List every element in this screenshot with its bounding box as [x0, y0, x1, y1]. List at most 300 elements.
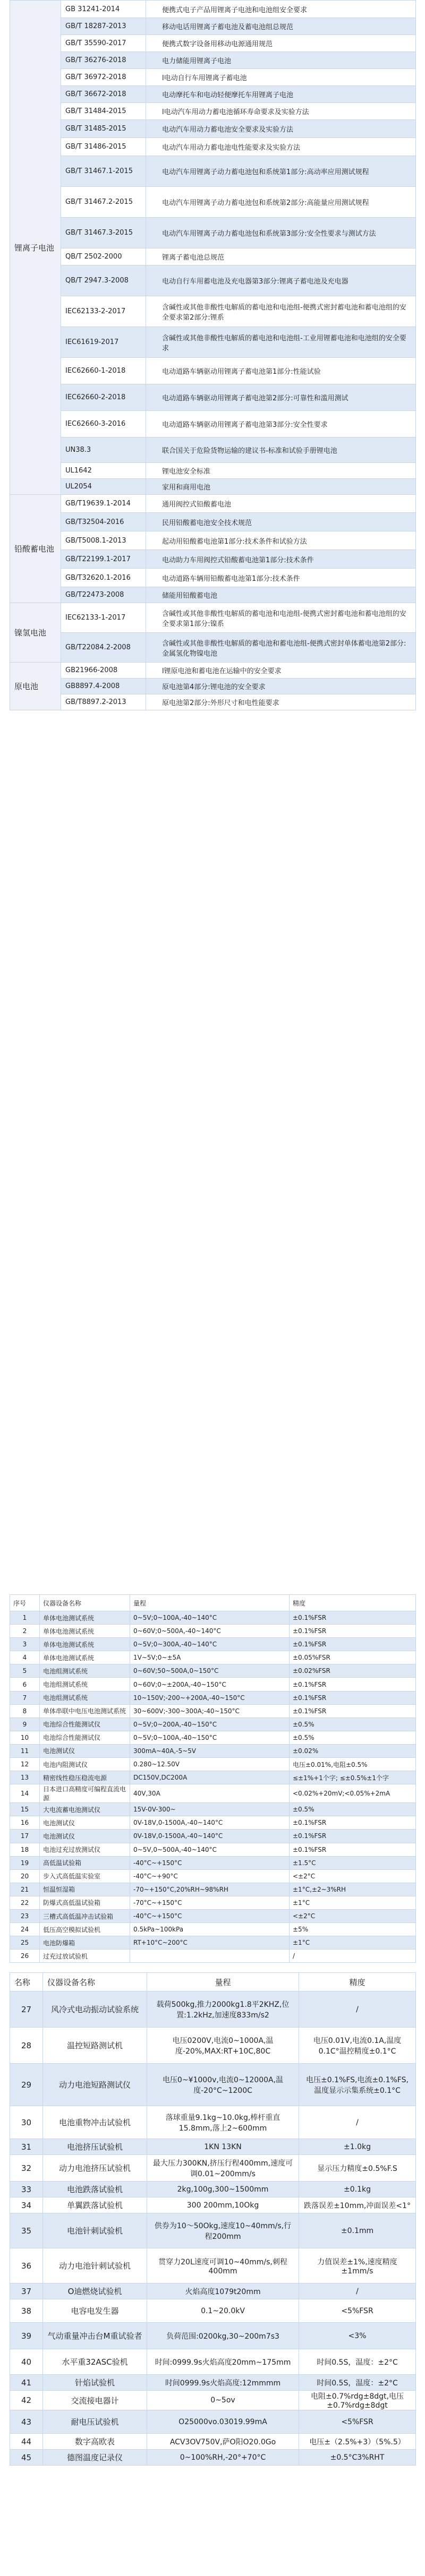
equipment-name: 德图温度记录仪 — [43, 2450, 147, 2466]
row-number: 15 — [10, 1803, 40, 1816]
equipment-row — [10, 2248, 416, 2283]
equipment-accuracy: <3% — [299, 2323, 416, 2349]
standard-row — [10, 663, 416, 679]
standard-code: IEC62133-2-2017 — [61, 296, 146, 327]
equipment-row — [10, 2197, 416, 2213]
instrument-row — [10, 1883, 416, 1896]
header-accuracy: 精度 — [290, 1595, 416, 1611]
instrument-range: -40°C~+150°C — [130, 1909, 290, 1922]
row-number: 39 — [10, 2323, 43, 2349]
instrument-accuracy: ±1°C,±2~3%RH — [290, 1883, 416, 1896]
row-number: 14 — [10, 1784, 40, 1803]
equipment-row — [10, 2213, 416, 2248]
equipment-name: 耐电压试验机 — [43, 2410, 147, 2434]
equipment-accuracy: 电压±（2.5%+3）（5%.5） — [299, 2434, 416, 2450]
equipment-range: 时间0999.9s火焰高度:12mmmm — [147, 2375, 299, 2391]
standard-row — [10, 437, 416, 463]
row-number: 9 — [10, 1718, 40, 1731]
equipment-range: 电压0~¥1000v,电流0~12000A,温度-20°C~1200C — [147, 2064, 299, 2106]
instrument-row — [10, 1744, 416, 1757]
row-number: 41 — [10, 2375, 43, 2391]
instrument-row — [10, 1784, 416, 1803]
instrument-accuracy: ±0.1%FSR — [290, 1691, 416, 1704]
instrument-name: 单体电池测试系统 — [40, 1638, 130, 1651]
standard-code: GB8897.4-2008 — [61, 679, 146, 694]
instrument-name: 电池测试仪 — [40, 1830, 130, 1843]
instrument-name: 精密线性稳压稳流电源 — [40, 1771, 130, 1784]
row-number: 10 — [10, 1731, 40, 1744]
row-number: 24 — [10, 1923, 40, 1936]
standard-row — [10, 384, 416, 411]
equipment-row — [10, 2349, 416, 2375]
equipment-row — [10, 2155, 416, 2182]
instrument-row — [10, 1771, 416, 1784]
equipment-range: 时间:0999.9s火焰高度20mm~175mm — [147, 2349, 299, 2375]
equipment-name: 电池挤压试验机 — [43, 2139, 147, 2155]
equipment-accuracy: 时间0.5S，温度：±2°C — [299, 2349, 416, 2375]
equipment-name: 动力电池挤压试验机 — [43, 2155, 147, 2182]
instrument-accuracy: ±0.02% — [290, 1744, 416, 1757]
row-number: 31 — [10, 2139, 43, 2155]
standard-name: 储能用铅酸蓄电池 — [146, 587, 416, 603]
standard-code: GB/T32504-2016 — [61, 513, 146, 531]
standard-row — [10, 569, 416, 587]
instrument-range: 0~60V;0~±200A,-40~150°C — [130, 1678, 290, 1691]
standard-name: 电力储能用锂离子电池 — [146, 52, 416, 69]
equipment-row — [10, 2450, 416, 2466]
instrument-range: -40°C~+90°C — [130, 1869, 290, 1883]
standard-row — [10, 156, 416, 187]
equipment-range: 贯穿力20L速度可调10~40mm/s,刺程400mm — [147, 2248, 299, 2283]
standard-name: 含碱性或其他非酸性电解质的蓄电池和电池组-便携式密封蓄电池和蓄电池组的安全要求第2部分:锂系 — [146, 296, 416, 327]
row-number: 42 — [10, 2391, 43, 2410]
standard-name: 便携式数字设备用移动电源通用规范 — [146, 35, 416, 52]
instrument-accuracy: 电压±0.01%,电阻±0.5% — [290, 1758, 416, 1771]
standard-code: GB/T 36672-2018 — [61, 86, 146, 103]
standard-name: 含碱性或其他非酸性电解质的蓄电池和蓄电池组-便携式密封单体蓄电池第2部分:金属氢化物镍电池 — [146, 633, 416, 663]
instrument-name: 电池过充过放测试仪 — [40, 1843, 130, 1856]
standard-row — [10, 218, 416, 248]
instrument-row — [10, 1638, 416, 1651]
standard-row — [10, 35, 416, 52]
instrument-name: 过充过放试验机 — [40, 1950, 130, 1963]
instrument-range: -40°C~+150°C — [130, 1856, 290, 1869]
equipment-name: 电池重物冲击试验机 — [43, 2106, 147, 2139]
row-number: 7 — [10, 1691, 40, 1704]
standard-code: QB/T 2947.3-2008 — [61, 265, 146, 296]
standard-name: 民用铅酸蓄电池安全技术规范 — [146, 513, 416, 531]
equipment-accuracy: <5%FSR — [299, 2410, 416, 2434]
instrument-accuracy: ±1°C — [290, 1896, 416, 1909]
equipment-accuracy: <5%FSR — [299, 2299, 416, 2323]
standard-code: UL1642 — [61, 463, 146, 479]
instrument-row — [10, 1651, 416, 1664]
instrument-row — [10, 1691, 416, 1704]
equipment-accuracy: 显示压力精度±0.5%F.S — [299, 2155, 416, 2182]
standard-code: GB/T 36276-2018 — [61, 52, 146, 69]
standard-code: IEC62133-1-2017 — [61, 603, 146, 633]
standard-row — [10, 138, 416, 156]
standard-code: GB/T 18287-2013 — [61, 18, 146, 35]
row-number: 44 — [10, 2434, 43, 2450]
equipment-range: 0.1~20.0kV — [147, 2299, 299, 2323]
row-number: 23 — [10, 1909, 40, 1922]
instrument-accuracy: ±0.5% — [290, 1718, 416, 1731]
row-number: 11 — [10, 1744, 40, 1757]
standard-name: 电动道路车辆驱动用锂离子蓄电池第3部分:安全性要求 — [146, 411, 416, 437]
standard-row — [10, 694, 416, 710]
standard-row — [10, 358, 416, 384]
standard-name: 电动道路车辆驱动用锂离子蓄电池第2部分:可靠性和滥用测试 — [146, 384, 416, 411]
standard-code: GB/T 31485-2015 — [61, 120, 146, 138]
row-number: 34 — [10, 2197, 43, 2213]
instrument-range: -70~+150°C,20%RH~98%RH — [130, 1883, 290, 1896]
instrument-name: 低压高空模拟试验机 — [40, 1923, 130, 1936]
instruments-header-row — [10, 1595, 416, 1611]
equipment-range: 落球重量9.1kg~10.0kg,棒杆重直15.8mm,落上2~600mm — [147, 2106, 299, 2139]
standard-code: GB/T22084.2-2008 — [61, 633, 146, 663]
standard-row — [10, 52, 416, 69]
instrument-accuracy: ±0.05%FSR — [290, 1651, 416, 1664]
instrument-row — [10, 1936, 416, 1950]
instrument-range: 10~150V;-200~+200A,-40~150°C — [130, 1691, 290, 1704]
row-number: 17 — [10, 1830, 40, 1843]
instrument-name: 单体电池测试系统 — [40, 1625, 130, 1638]
instrument-row — [10, 1856, 416, 1869]
equipment-row — [10, 2375, 416, 2391]
equipment-row — [10, 2064, 416, 2106]
instrument-accuracy: ±0.1%FSR — [290, 1830, 416, 1843]
instrument-range: 0~5V;0~100A,-40~150°C — [130, 1731, 290, 1744]
standards-table — [10, 0, 416, 710]
row-number: 2 — [10, 1625, 40, 1638]
standard-code: GB/T 31467.3-2015 — [61, 218, 146, 248]
instrument-range: 0.280~12.50V — [130, 1758, 290, 1771]
equipment-range: 0~5ov — [147, 2391, 299, 2410]
standard-row — [10, 531, 416, 550]
instrument-range: -70°C~+150°C — [130, 1896, 290, 1909]
instrument-range: RT+10°C~200°C — [130, 1936, 290, 1950]
instrument-name: 电池内阻测试仪 — [40, 1758, 130, 1771]
row-number: 5 — [10, 1664, 40, 1678]
instrument-range: 30~600V;-300~300A;-40~150°C — [130, 1704, 290, 1718]
row-number: 33 — [10, 2182, 43, 2197]
standard-row — [10, 187, 416, 218]
header-accuracy: 精度 — [299, 1973, 416, 1991]
header-name: 仪器设备名称 — [40, 1595, 130, 1611]
equipment-row — [10, 2139, 416, 2155]
row-number: 43 — [10, 2410, 43, 2434]
standard-name: 电动摩托车和电动轻便摩托车用锂离子电池 — [146, 86, 416, 103]
equipment-name: 动力电池短路测试仪 — [43, 2064, 147, 2106]
equipment-accuracy: / — [299, 2106, 416, 2139]
standard-code: UL2054 — [61, 479, 146, 495]
instrument-row — [10, 1816, 416, 1830]
standard-code: GB/T 36972-2018 — [61, 69, 146, 86]
standard-row — [10, 587, 416, 603]
row-number: 45 — [10, 2450, 43, 2466]
instrument-range: 0V-18V,0-1500A,-40~140°C — [130, 1816, 290, 1830]
equipment-name: 电池针刺试验机 — [43, 2213, 147, 2248]
row-number: 20 — [10, 1869, 40, 1883]
instrument-range — [130, 1950, 290, 1963]
instrument-accuracy: ±0.1%FSR — [290, 1816, 416, 1830]
equipment-name: 气动重量冲击台M重试验者 — [43, 2323, 147, 2349]
standard-name: 电动自行车用蓄电池及充电器第3部分:锂离子蓄电池及充电器 — [146, 265, 416, 296]
equipment-accuracy: 时间0.5S，温度：±2°C — [299, 2375, 416, 2391]
standard-name: 锂离子蓄电池总规范 — [146, 248, 416, 265]
row-number: 21 — [10, 1883, 40, 1896]
row-number: 1 — [10, 1611, 40, 1625]
equipment-row — [10, 2299, 416, 2323]
equipment-row — [10, 2323, 416, 2349]
standard-name: 含碱性或其他非酸性电解质的蓄电池和电池组-工业用锂蓄电池和电池组的安全要求 — [146, 327, 416, 358]
instrument-name: 电池综合性能测试仪 — [40, 1731, 130, 1744]
standard-name: 原电池第4部分:锂电池的安全要求 — [146, 679, 416, 694]
standard-code: GB/T 31467.2-2015 — [61, 187, 146, 218]
instrument-row — [10, 1843, 416, 1856]
standard-name: 原电池第2部分:外形尺寸和电性能要求 — [146, 694, 416, 710]
row-number: 28 — [10, 2028, 43, 2064]
category-cell: 铅酸蓄电池 — [10, 495, 61, 603]
instrument-name: 电池测试仪 — [40, 1816, 130, 1830]
equipment-range: O25000vo.03019.99mA — [147, 2410, 299, 2434]
instrument-row — [10, 1830, 416, 1843]
standard-name: 电动汽车用动力蓄电池电性能要求及实验方法 — [146, 138, 416, 156]
row-number: 22 — [10, 1896, 40, 1909]
standard-row — [10, 248, 416, 265]
standard-name: 起动用铅酸蓄电池第1部分:技术条件和试验方法 — [146, 531, 416, 550]
standard-name: 便携式电子产品用锂离子电池和电池组安全要求 — [146, 1, 416, 18]
equipment-name: 电容电发生器 — [43, 2299, 147, 2323]
instrument-range: 300mA~40A,-5~5V — [130, 1744, 290, 1757]
equipment-accuracy: 电压±0.1%FS,电流±0.1%FS,温度显示示集系统±0.1°C — [299, 2064, 416, 2106]
standard-code: GB/T8897.2-2013 — [61, 694, 146, 710]
equipment-range: 300 200mm,10Okg — [147, 2197, 299, 2213]
equipment-range: 火焰高度1079t20mm — [147, 2283, 299, 2299]
standard-row — [10, 296, 416, 327]
standard-code: GB/T 31484-2015 — [61, 103, 146, 120]
header-range: 量程 — [130, 1595, 290, 1611]
row-number: 19 — [10, 1856, 40, 1869]
equipment-range: 最大压力300KN,挤压行程400mm,速度可调0.01~200mm/s — [147, 2155, 299, 2182]
instrument-row — [10, 1758, 416, 1771]
standard-row — [10, 495, 416, 513]
standard-code: IEC61619-2017 — [61, 327, 146, 358]
equipment-range: 2kg,100g,300~1500mm — [147, 2182, 299, 2197]
standard-row — [10, 18, 416, 35]
standard-code: GB/T22473-2008 — [61, 587, 146, 603]
instrument-name: 电池防爆箱 — [40, 1936, 130, 1950]
standard-code: GB/T 31486-2015 — [61, 138, 146, 156]
standard-row — [10, 86, 416, 103]
standard-name: 联合国关于危险货物运输的建议书-标准和试验手册锂电池 — [146, 437, 416, 463]
instrument-name: 大电流蓄电池测试仪 — [40, 1803, 130, 1816]
equipment-name: 交流接电器计 — [43, 2391, 147, 2410]
equipment-accuracy: 跌落误差±10mm,冲面误差<1° — [299, 2197, 416, 2213]
instruments-table — [10, 1594, 416, 1963]
standard-code: GB/T 31467.1-2015 — [61, 156, 146, 187]
equipment-accuracy: / — [299, 2283, 416, 2299]
standard-code: IEC62660-3-2016 — [61, 411, 146, 437]
equipment-row — [10, 2106, 416, 2139]
instrument-accuracy: <0.02%+20mV;<0.05%+2mA — [290, 1784, 416, 1803]
standard-row — [10, 120, 416, 138]
standard-code: GB 31241-2014 — [61, 1, 146, 18]
header-no: 名称 — [10, 1973, 43, 1991]
equipment-name: 电池跌落试验机 — [43, 2182, 147, 2197]
standard-row — [10, 265, 416, 296]
standard-row — [10, 463, 416, 479]
instrument-name: 单体串联中电压电池测试系统 — [40, 1704, 130, 1718]
standard-code: GB/T 35590-2017 — [61, 35, 146, 52]
instrument-accuracy: ±0.1%FSR — [290, 1611, 416, 1625]
row-number: 30 — [10, 2106, 43, 2139]
standard-name: 电动道路车辆驱动用锂离子蓄电池第1部分:性能试验 — [146, 358, 416, 384]
equipment-header-row — [10, 1973, 416, 1991]
instrument-range: 40V,30A — [130, 1784, 290, 1803]
instrument-accuracy: ≤±1%+1个字; ≤±0.5%±1个字 — [290, 1771, 416, 1784]
equipment-range: 电压0200V,电流0~1000A,温度-20%,MAX:RT+10C,80C — [147, 2028, 299, 2064]
row-number: 18 — [10, 1843, 40, 1856]
equipment-accuracy: ±0.5°C3%RHT — [299, 2450, 416, 2466]
instrument-row — [10, 1664, 416, 1678]
standard-row — [10, 479, 416, 495]
instrument-accuracy: ±0.1%FSR — [290, 1704, 416, 1718]
standard-row — [10, 411, 416, 437]
row-number: 25 — [10, 1936, 40, 1950]
instrument-row — [10, 1625, 416, 1638]
equipment-accuracy: 电压0.01V,电流0.1A,温度0.1C°温控精度±0.1°C — [299, 2028, 416, 2064]
instrument-accuracy: ±0.1%FSR — [290, 1843, 416, 1856]
equipment-accuracy: 电阻±0.7%rdg±8dgt,电压±0.7%rdg±8dgt — [299, 2391, 416, 2410]
instrument-row — [10, 1869, 416, 1883]
standard-row — [10, 103, 416, 120]
instrument-accuracy: <±2°C — [290, 1909, 416, 1922]
equipment-row — [10, 2028, 416, 2064]
standard-code: GB/T22199.1-2017 — [61, 550, 146, 569]
instrument-accuracy: ±0.1%FSR — [290, 1625, 416, 1638]
equipment-row — [10, 2391, 416, 2410]
standard-code: IEC62660-2-2018 — [61, 384, 146, 411]
instrument-accuracy: ±0.1%FSR — [290, 1678, 416, 1691]
row-number: 37 — [10, 2283, 43, 2299]
category-cell: 镍氢电池 — [10, 603, 61, 663]
equipment-name: 温控短路测试机 — [43, 2028, 147, 2064]
row-number: 40 — [10, 2349, 43, 2375]
instrument-range: 0~5V,0~500A,-40~140°C — [130, 1843, 290, 1856]
instrument-range: DC150V,DC200A — [130, 1771, 290, 1784]
instrument-accuracy: ±0.1%FSR — [290, 1638, 416, 1651]
equipment-row — [10, 2182, 416, 2197]
equipment-name: 单翼跌落试验机 — [43, 2197, 147, 2213]
standard-code: QB/T 2502-2000 — [61, 248, 146, 265]
equipment-range: ACV3OV750V,萨O阳O20.0Go — [147, 2434, 299, 2450]
instrument-row — [10, 1896, 416, 1909]
equipment-row — [10, 2434, 416, 2450]
instrument-row — [10, 1909, 416, 1922]
instrument-accuracy: ±0.5% — [290, 1803, 416, 1816]
instrument-accuracy: ±0.5% — [290, 1731, 416, 1744]
equipment-name: 动力电池针刺试验机 — [43, 2248, 147, 2283]
instrument-range: 15V-0V-300~ — [130, 1803, 290, 1816]
standard-row — [10, 327, 416, 358]
instrument-accuracy: ±5% — [290, 1923, 416, 1936]
equipment-row — [10, 1991, 416, 2028]
instrument-row — [10, 1611, 416, 1625]
instrument-name: 单体电池测试系统 — [40, 1651, 130, 1664]
instrument-accuracy: / — [290, 1950, 416, 1963]
row-number: 32 — [10, 2155, 43, 2182]
row-number: 13 — [10, 1771, 40, 1784]
instrument-accuracy: ±1.5°C — [290, 1856, 416, 1869]
equipment-row — [10, 2283, 416, 2299]
equipment-accuracy: ±0.1kg — [299, 2182, 416, 2197]
equipment-range: 载荷500kg,推力2000kg1.8平2KHZ,位置:1.2kHz,加速度833m/s2 — [147, 1991, 299, 2028]
equipment-name: 水平重32ASC验机 — [43, 2349, 147, 2375]
standard-row — [10, 550, 416, 569]
instrument-name: 步入式高低温实验室 — [40, 1869, 130, 1883]
instrument-range: 0~5V;0~200A,-40~150°C — [130, 1718, 290, 1731]
equipment-row — [10, 2410, 416, 2434]
standard-name: 通用阀控式铅酸蓄电池 — [146, 495, 416, 513]
equipment-name: O迪燃烧试验机 — [43, 2283, 147, 2299]
standard-name: 电动汽车用锂离子动力蓄电池包和系统第2部分:高能量应用测试规程 — [146, 187, 416, 218]
equipment-accuracy: 力值误差±1%,速度精度±1mm/s — [299, 2248, 416, 2283]
row-number: 35 — [10, 2213, 43, 2248]
standard-row — [10, 633, 416, 663]
row-number: 3 — [10, 1638, 40, 1651]
standard-code: UN38.3 — [61, 437, 146, 463]
standard-name: l电动自行车用锂离子蓄电池 — [146, 69, 416, 86]
standard-code: GB/T19639.1-2014 — [61, 495, 146, 513]
category-cell: 原电池 — [10, 663, 61, 710]
instrument-accuracy: ±0.02%FSR — [290, 1664, 416, 1678]
header-no: 序号 — [10, 1595, 40, 1611]
instrument-range: 0~5V;0~100A,-40~140°C — [130, 1611, 290, 1625]
instrument-name: 电池组测试系统 — [40, 1678, 130, 1691]
row-number: 4 — [10, 1651, 40, 1664]
standard-name: 移动电话用锂离子蓄电池及蓄电池组总规范 — [146, 18, 416, 35]
standard-code: IEC62660-1-2018 — [61, 358, 146, 384]
standard-name: l电动汽车用动力蓄电池循环寿命要求及实验方法 — [146, 103, 416, 120]
standard-name: 电动汽车用锂离子动力蓄电池包和系统第1部分:高动率应用测试规程 — [146, 156, 416, 187]
instrument-range: 0.5kPa~100kPa — [130, 1923, 290, 1936]
equipment-range: 0~100%RH,-20°+70°C — [147, 2450, 299, 2466]
row-number: 27 — [10, 1991, 43, 2028]
instrument-row — [10, 1731, 416, 1744]
row-number: 12 — [10, 1758, 40, 1771]
equipment-name: 风冷式电动振动试验系统 — [43, 1991, 147, 2028]
instrument-row — [10, 1718, 416, 1731]
standard-code: GB21966-2008 — [61, 663, 146, 679]
header-name: 仪器设备名称 — [43, 1973, 147, 1991]
instrument-name: 防爆式高低温试验箱 — [40, 1896, 130, 1909]
instrument-range: 0~60V;50~500A,0~150°C — [130, 1664, 290, 1678]
equipment-accuracy: ±1.0kg — [299, 2139, 416, 2155]
instrument-name: 三槽式高低温冲击试验箱 — [40, 1909, 130, 1922]
row-number: 29 — [10, 2064, 43, 2106]
equipment-range: 负荷范围:0200kg,30~200m7s3 — [147, 2323, 299, 2349]
standard-name: 电动助力车用阀控式铅酸蓄电池第1部分:技术条件 — [146, 550, 416, 569]
instrument-row — [10, 1923, 416, 1936]
row-number: 26 — [10, 1950, 40, 1963]
standard-row — [10, 513, 416, 531]
instrument-name: 电池测试仪 — [40, 1744, 130, 1757]
equipment-name: 针焰试验机 — [43, 2375, 147, 2391]
row-number: 6 — [10, 1678, 40, 1691]
instrument-row — [10, 1678, 416, 1691]
